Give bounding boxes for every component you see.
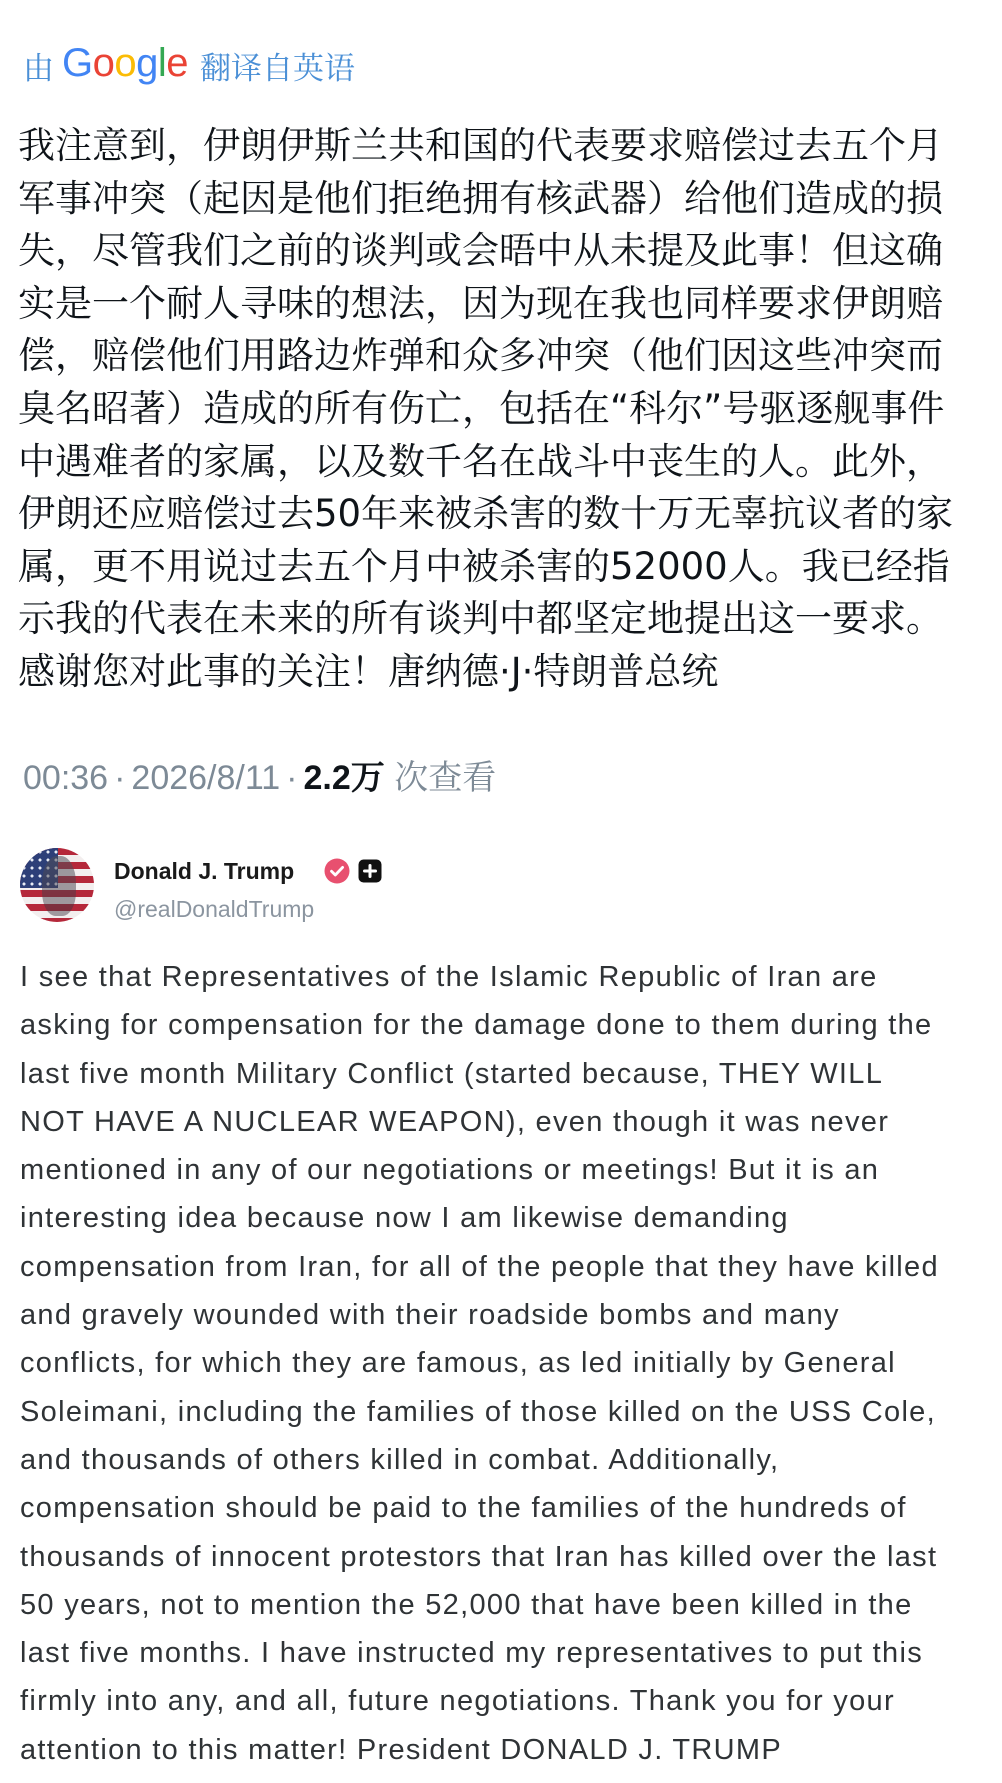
post-meta bbox=[23, 756, 496, 800]
avatar-portrait-shape bbox=[42, 856, 76, 916]
original-text-line: mentioned in any of our negotiations or meetings! But it is an bbox=[20, 1154, 880, 1187]
translated-text-line: 我注意到，伊朗伊斯兰共和国的代表要求赔偿过去五个月 bbox=[18, 124, 943, 167]
original-text-line: interesting idea because now I am likewise demanding bbox=[20, 1202, 789, 1235]
verified-check-icon bbox=[324, 858, 350, 884]
translation-attribution bbox=[23, 40, 355, 90]
original-text-line: thousands of innocent protestors that Iran has killed over the last bbox=[20, 1540, 938, 1573]
views-count: 2.2万 bbox=[303, 759, 385, 797]
original-text-line: attention to this matter! President DONALD J. TRUMP bbox=[20, 1733, 783, 1766]
views-label: 次查看 bbox=[394, 759, 497, 797]
translated-text-line: 实是一个耐人寻味的想法，因为现在我也同样要求伊朗赔 bbox=[18, 281, 943, 325]
original-text-line: last five month Military Conflict (started because, THEY WILL bbox=[20, 1057, 884, 1090]
translated-text-line: 伊朗还应赔偿过去50年来被杀害的数十万无辜抗议者的家 bbox=[18, 492, 954, 536]
translated-post-text bbox=[18, 120, 988, 699]
original-text-line: compensation should be paid to the families of the hundreds of bbox=[20, 1492, 907, 1525]
avatar[interactable] bbox=[20, 848, 94, 922]
google-logo-letter: o bbox=[92, 40, 115, 85]
translated-text-line: 失，尽管我们之前的谈判或会晤中从未提及此事！但这确 bbox=[18, 229, 943, 273]
google-logo-icon bbox=[62, 41, 188, 86]
translated-text-line: 偿，赔偿他们用路边炸弹和众多冲突（他们因这些冲突而 bbox=[18, 334, 943, 378]
translated-text-line: 属，更不用说过去五个月中被杀害的52000人。我已经指 bbox=[18, 544, 950, 588]
meta-separator: · bbox=[114, 759, 126, 797]
author-name[interactable]: Donald J. Trump bbox=[114, 858, 295, 884]
original-text-line: NOT HAVE A NUCLEAR WEAPON), even though it was never bbox=[20, 1105, 890, 1138]
google-logo-letter: l bbox=[157, 40, 167, 85]
post-date[interactable]: 2026/8/11 bbox=[131, 759, 281, 797]
google-logo-letter: o bbox=[114, 40, 137, 85]
meta-separator: · bbox=[286, 759, 298, 797]
original-text-line: and gravely wounded with their roadside bombs and many bbox=[20, 1299, 840, 1332]
original-text-line: compensation from Iran, for all of the people that they have killed bbox=[20, 1250, 939, 1283]
original-text-line: asking for compensation for the damage done to them during the bbox=[20, 1009, 933, 1042]
original-text-line: conflicts, for which they are famous, as led initially by General bbox=[20, 1347, 896, 1380]
post-time[interactable]: 00:36 bbox=[23, 759, 109, 797]
google-logo-letter: G bbox=[62, 40, 93, 85]
translation-suffix: 翻译自英语 bbox=[200, 50, 356, 87]
author-handle[interactable]: @realDonaldTrump bbox=[114, 896, 315, 922]
original-text-line: I see that Representatives of the Islamic Republic of Iran are bbox=[20, 961, 878, 993]
translated-text-line: 示我的代表在未来的所有谈判中都坚定地提出这一要求。 bbox=[18, 597, 943, 641]
original-text-line: Soleimani, including the families of those killed on the USS Cole, bbox=[20, 1395, 936, 1428]
original-post-text bbox=[20, 953, 990, 1774]
translated-text-line: 臭名昭著）造成的所有伤亡，包括在“科尔”号驱逐舰事件 bbox=[18, 386, 945, 430]
translation-prefix: 由 bbox=[23, 50, 54, 87]
original-text-line: last five months. I have instructed my representatives to put this bbox=[20, 1637, 924, 1670]
translated-text-line: 感谢您对此事的关注！唐纳德·J·特朗普总统 bbox=[18, 649, 719, 693]
original-text-line: and thousands of others killed in combat. Additionally, bbox=[20, 1443, 780, 1476]
translated-text-line: 中遇难者的家属，以及数千名在战斗中丧生的人。此外， bbox=[18, 439, 943, 483]
google-logo-letter: e bbox=[166, 40, 189, 85]
original-text-line: firmly into any, and all, future negotiations. Thank you for your bbox=[20, 1685, 895, 1718]
translated-text-line: 军事冲突（起因是他们拒绝拥有核武器）给他们造成的损 bbox=[18, 176, 943, 220]
original-text-line: 50 years, not to mention the 52,000 that have been killed in the bbox=[20, 1588, 913, 1621]
google-logo-letter: g bbox=[136, 40, 158, 85]
plus-icon bbox=[358, 859, 382, 883]
